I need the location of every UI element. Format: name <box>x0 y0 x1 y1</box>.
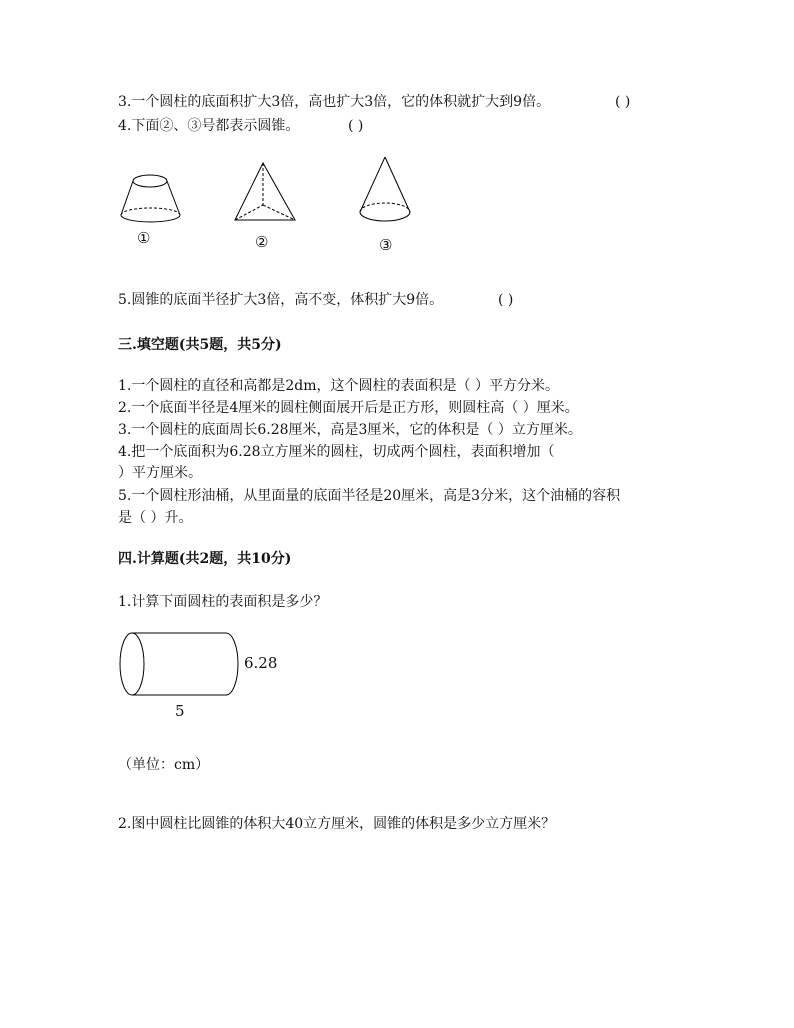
calc-q2: 2.图中圆柱比圆锥的体积大40立方厘米，圆锥的体积是多少立方厘米？ <box>118 816 556 832</box>
calc-q1: 1.计算下面圆柱的表面积是多少？ <box>118 594 328 610</box>
unit-note: （单位：cm） <box>118 757 210 773</box>
fill-q1: 1.一个圆柱的直径和高都是2dm，这个圆柱的表面积是（ ）平方分米。 <box>118 378 559 394</box>
fill-q5-line1: 5.一个圆柱形油桶，从里面量的底面半径是20厘米，高是3分米，这个油桶的容积 <box>118 488 621 504</box>
judge-q5-text: 5.圆锥的底面半径扩大3倍，高不变，体积扩大9倍。 <box>118 292 444 308</box>
cone-figure <box>352 152 422 232</box>
fill-q3: 3.一个圆柱的底面周长6.28厘米，高是3厘米，它的体积是（ ）立方厘米。 <box>118 422 582 438</box>
pyramid-figure <box>230 158 300 228</box>
judge-q4-text: 4.下面②、③号都表示圆锥。 <box>118 118 300 134</box>
fill-q5-line2: 是（ ）升。 <box>118 510 193 526</box>
judge-q5-answer-paren: ( ) <box>498 292 514 308</box>
judge-q3-answer-paren: ( ) <box>615 94 631 110</box>
cylinder-figure <box>118 630 248 700</box>
cylinder-length-label: 5 <box>175 702 185 720</box>
figure-label-1: ① <box>137 229 151 247</box>
fill-q4-line2: ）平方厘米。 <box>118 465 202 481</box>
fill-q2: 2.一个底面半径是4厘米的圆柱侧面展开后是正方形，则圆柱高（ ）厘米。 <box>118 400 579 416</box>
figure-label-2: ② <box>255 233 269 251</box>
judge-q4-answer-paren: ( ) <box>348 118 364 134</box>
fill-q4-line1: 4.把一个底面积为6.28立方厘米的圆柱，切成两个圆柱，表面积增加（ <box>118 444 555 460</box>
frustum-figure <box>115 165 195 235</box>
fill-section-heading: 三.填空题(共5题，共5分) <box>118 337 282 353</box>
calc-section-heading: 四.计算题(共2题，共10分) <box>118 551 292 567</box>
judge-q3-text: 3.一个圆柱的底面积扩大3倍，高也扩大3倍，它的体积就扩大到9倍。 <box>118 94 551 110</box>
figure-label-3: ③ <box>379 236 393 254</box>
cylinder-height-label: 6.28 <box>244 654 278 672</box>
